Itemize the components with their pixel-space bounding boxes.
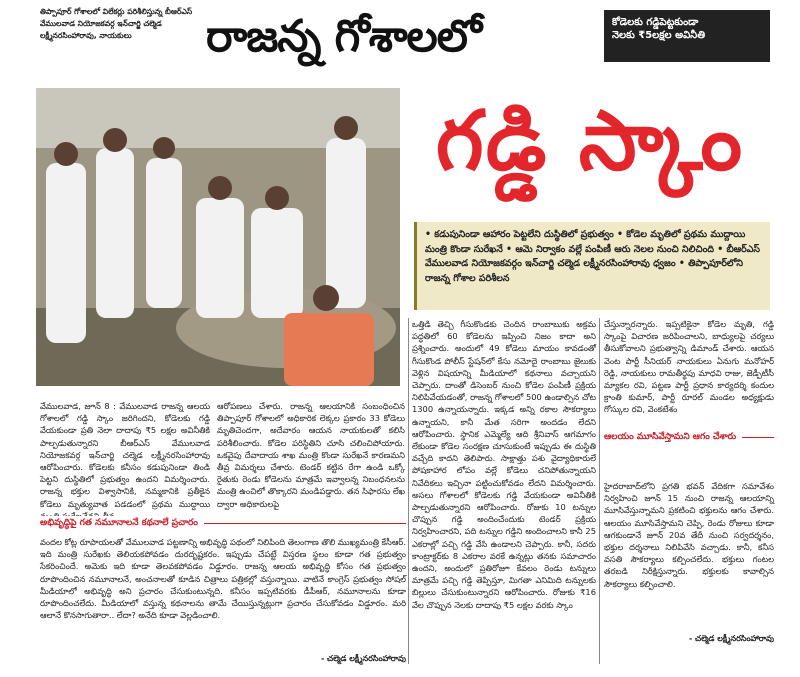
photo-illustration [36, 88, 400, 386]
signature: - చల్మెడ లక్ష్మీనరసింహారావు [320, 654, 406, 663]
subsection-heading-temple [604, 430, 774, 444]
highlights-box: • కడుపునిండా ఆహారం పెట్టలేని దుస్థితిలో ప్రభుత్వం • కోడెల మృతిలో ప్రథమ ముద్దాయి మంత్రి కొండా సురేఖనే • ఆమె నిర్వాకం వల్లే పంపిణీ ఆరు నెలల నుంచి నిలిచింది • బీఆర్ఎస్ వేములవాడ నియోజకవర్గం ఇన్‌చార్జి చల్మెడ లక్ష్మీనరసింహారావు ధ్వజం • తిప్పాపూర్‌లోని రాజన్న గోశాల పరిశీలన [414, 222, 770, 310]
subsection-heading-development [40, 516, 406, 530]
article-column-1: వేములవాడ, జూన్ 8 : వేములవాడ రాజన్న ఆలయ గోశాలలో గడ్డి స్కాం జరిగిందని, కోడెలకు గడ్డి వేయకుండా ప్రతి నెలా దాదాపు ₹5 లక్షల అవినీతికి పాల్పడుతున్నారని బీఆర్ఎస్ వేములవాడ నియోజకవర్గ ఇన్‌చార్జి చల్మెడ లక్ష్మీనరసింహారావు ఆరోపించారు. కోడెలకు కనీసం కడుపునిండా తిండి పెట్టని దుస్థితిలో ప్రభుత్వం ఉందని విమర్శించారు. రాజన్న భక్తుల విశ్వాసానికి, నమ్మకానికి ప్రతీకైన కోడెలు మృత్యువాత పడడంలో ప్రథమ ముద్దాయి [40, 401, 210, 509]
article-column-4: చేస్తున్నారన్నారు. ఇప్పటికైనా కోడెల మృతి, గడ్డి స్కాంపై విచారణ జరిపించాలని, బాధ్యులపై చర్యలు తీసుకోవాలని ప్రభుత్వాన్ని డిమాండ్ చేశారు. ఆయన వెంట పార్టీ సీనియర్ నాయకులు ఏనుగు మనోహర్ రెడ్డి, నాయకులు రామతీర్థపు మాధవి రాజు, జెడ్పీటీసీ మ్యాకల రవి, పట్టణ పార్టీ ప్రధాన కార్యదర్శి కందుల క్రాంతి కుమార్, పార్టీ రూరల్ మండల అధ్యక్షుడు గోస్కుల రవి, వెంకటేశం [604, 319, 774, 415]
subsection-heading-text: అభివృద్ధిపై గత నమూనాలనే కథనాలే ప్రచారం [40, 516, 204, 530]
big-title: గడ్డి స్కాం [435, 94, 745, 189]
article-column-3: ఒత్తిడి తెచ్చి గీసుకొండకు చెందిన రాంబాబుకు అక్రమ పద్ధతిలో 60 కోడెలను ఇప్పించి నిజం కాదా అని ప్రశ్నించారు. అందులో 49 కోడెలు మాయం కావడంతో గీసుకొండ పోలీస్ స్టేషన్‌లో కేసు నమోదై రాంబాబు జైలుకు వెళ్లిన విషయాన్ని మీడియాలో కథనాలు వచ్చాయని చెప్పారు. దాంతో డిసెంబర్ నుంచి కోడెల పంపిణీ ప్రక్రియ నిలిపివేయడంతో, రాజన్న గోశాలలో 500 ఉండాల్సిన చోట 1300 ఉన్నాయన్నారు. ఇక్కడ అన్ని రకాల సౌకర్యాలు ఉన్నాయని, కానీ మేత సరిగా అందడం లేదని ఆరోపించారు. స్థానిక ఎమ్మెల్యే ఆది శ్రీనివాస్ ఆగమాగం లేకుండా కోడెల సంరక్షణ చూసుకుంటే ఇప్పుడు ఈ దుస్థితి వచ్చేది కాదని తెలిపారు. సాక్షాత్తు పశు వైద్యాధికారులే పోషకాహార లోపం వల్లే కోడెలు చనిపోతున్నాయని నివేదికలు ఇచ్చినా పట్టించుకోవడం లేదని విమర్శించారు. అసలు గోశాలలో కోడెలకు గడ్డి వేయకుండా అవినీతికి పాల్పడుతున్నారని ఆరోపించారు. రోజుకు 10 టన్నుల చొప్పున గడ్డి అందించేందుకు టెండర్ ప్రక్రియ నిర్వహించారని, పది టన్నుల గడ్డిని అందించాలని కానీ 25 ఎకరాల్లో పచ్చి గడ్డి వేసి ఉండాలని చెప్పారు. కానీ, సదరు కాంట్రాక్టర్‌కు 8 ఎకరాల వరకే ఉన్నట్లు తనకు సమాచారం ఉందని, అందులో ప్రతిరోజూ కేవలం రెండు టన్నులు మాత్రమే పచ్చి గడ్డి తెప్పిస్తూ, మిగతా ఎనిమిది టన్నులకు బిల్లులు చేసుకుంటున్నారని ఆరోపించారు. రోజుకు ₹16 వేల చొప్పున నెలకు దాదాపు ₹5 లక్షల వరకు స్కాం [412, 319, 596, 610]
subsection-heading-text: ఆలయం మూసివేస్తామని ఆగం చేశారు [604, 430, 742, 444]
column-divider [599, 318, 600, 664]
subheadline-box [604, 10, 770, 62]
sidebar-quote-development: వందల కోట్ల రూపాయలతో వేములవాడ పట్టణాన్ని అభివృద్ధి పథంలో నిలిపింది తెలంగాణ తొలి ముఖ్యమంత్రి కేసీఆర్. ఇది మంత్రి సురేఖకు తెలియకపోవడం దురదృష్టకరం. ఇప్పుడు చేపట్టే విస్తరణ స్థలం కూడా గత ప్రభుత్వం సేకరించిందే. అమెకు ఇది కూడా తెలవకపోవడం విడ్డూరం. రాజన్న ఆలయ అభివృద్ధి కోసం గత ప్రభుత్వం రూపొందించిన నమూనాలనే, అంచనాలతో కూడిన చిత్రాలు పత్రికల్లో వస్తున్నాయి. వాటినే కాంగ్రెస్ ప్రభుత్వం సోషల్ మీడియాలో అభివృద్ధి అని ప్రచారం చేసుకుంటున్నది. కనీసం ఇప్పటివరకు డీపీఆర్, నమూనాలను కూడా రూపొందించలేదు. మీడియాలో వస్తున్న కథనాలను తామే చేయిస్తున్నట్లుగా ప్రచారం చేసుకోవడం విడ్డూరం. మరి ఆలానే కొనసాగుతారా.. లేదా? అనేది కూడా వెల్లడించాలి. [40, 537, 406, 621]
column-divider [408, 318, 409, 664]
subheadline-line-2: నెలకు ₹5లక్షల అవినీతి [612, 30, 706, 41]
sidebar-quote-temple: హైదరాబాద్‌లోని ప్రగతి భవన్ వేదికగా సమావేశం నిర్వహించి జూన్ 15 నుంచి రాజన్న ఆలయాన్ని మూసివేస్తున్నామని ప్రకటించి భక్తులను ఆగం చేశారు. ఆలయం మూసివేస్తామని చెప్పి, రెండు రోజులు కూడా ఆగకుండానే జూన్ 20వ తేదీ నుంచి సర్వదర్శనం, భక్తుల దర్శనాలు నిలిపివేసి వచ్చాడు. కానీ, కనీస వసతి సౌకర్యాలు కల్పించలేదు. భక్తులు గంటల తరబడి నిరీక్షిస్తున్నారు. భక్తులకు కావాల్సిన సౌకర్యాలు కల్పించాలి. [604, 481, 774, 589]
signature: - చల్మెడ లక్ష్మీనరసింహారావు [688, 634, 774, 643]
subheadline-line-1: కోడెలకు గడ్డిపెట్టకుండా [612, 17, 699, 28]
photo-caption: తిప్పాపూర్ గోశాలలో విలేకర్లు పరిశీలిస్తున్న బీఆర్ఎస్ వేములవాడ నియోజకవర్గ ఇన్‌చార్జి చల్మెడ లక్ష్మీనరసింహారావు, నాయకులు [40, 7, 193, 40]
article-column-2: ఆరోపణలు చేశారు. రాజన్న ఆలయానికి సంబంధించిన తిప్పాపూర్ గోశాలలో అధికారిక లెక్కల ప్రకారం 33 కోడెలు మృతిచెందగా, అదేవారం ఆయన నాయకులతో కలిసి పరిశీలించారు. కోడెల పరిస్థితిని చూసి చలించిపోయారు. ఒకవైపు దేవాదాయ శాఖ మంత్రి కొండా సురేఖనే కారణమని తీవ్ర విమర్శలు చేశారు. టెండర్ కట్టిన రేగా ఉండి ఒక్కో రైతుకు రెండు కోడెలను మాత్రమే ఇవ్వాలన్న నిబంధనలను మంత్రి ఉంచిలో తొక్కారని మండిపడ్డారు. తన సిఫారసు లేఖ ద్వారా అధికారులపై [217, 401, 405, 509]
news-photo [36, 88, 400, 386]
headline: రాజన్న గోశాలలో [206, 11, 481, 62]
